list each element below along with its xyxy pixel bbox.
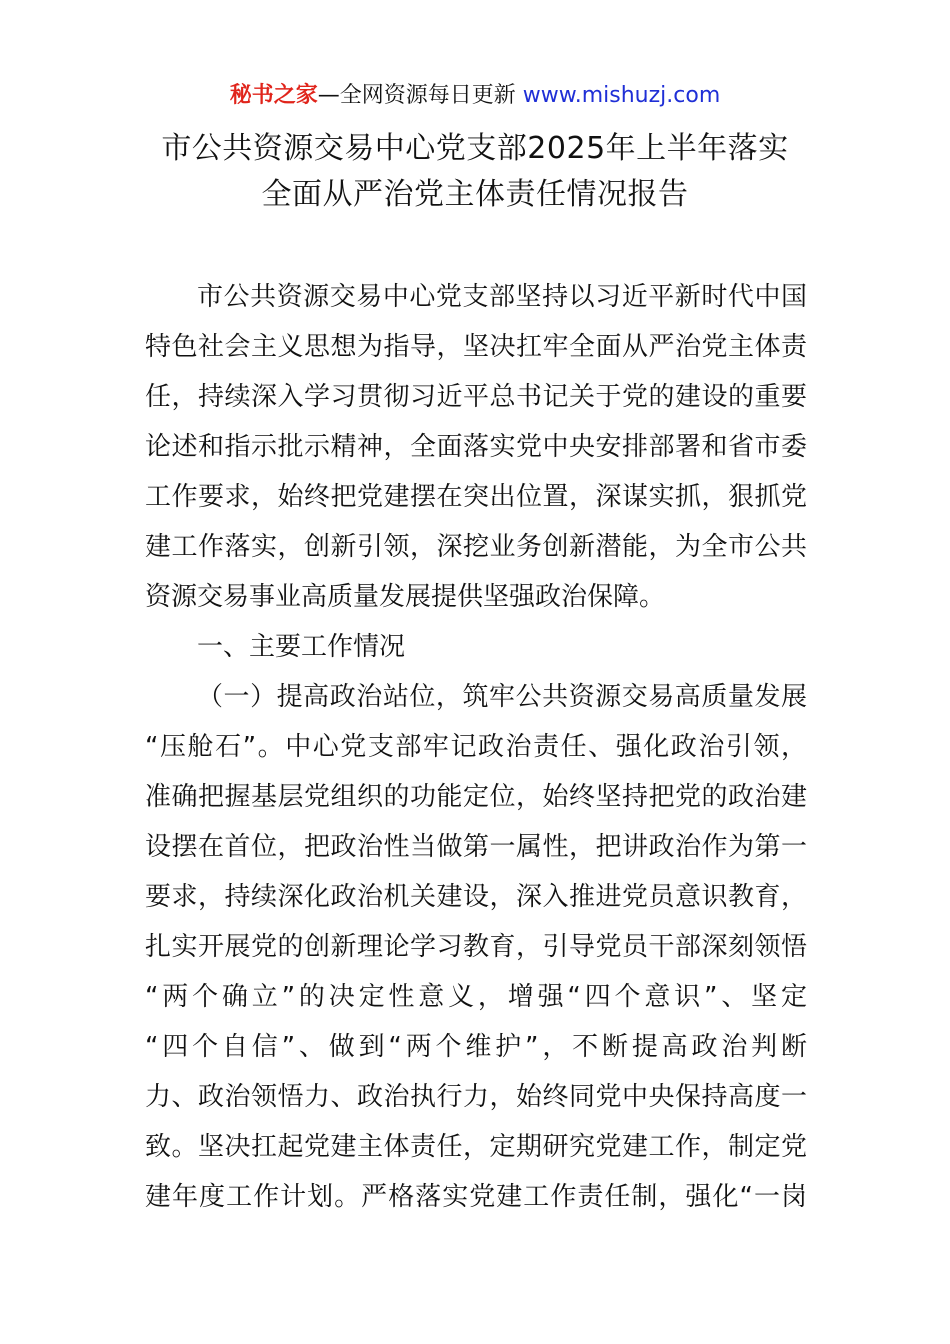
- body-line: 任，持续深入学习贯彻习近平总书记关于党的建设的重要: [145, 382, 807, 412]
- body-line: 准确把握基层党组织的功能定位，始终坚持把党的政治建: [145, 782, 807, 812]
- brand-name: 秘书之家: [229, 83, 318, 108]
- body-line: 设摆在首位，把政治性当做第一属性，把讲政治作为第一: [145, 832, 807, 862]
- document-title: [0, 126, 950, 218]
- body-line: 建工作落实，创新引领，深挖业务创新潜能，为全市公共: [145, 532, 807, 562]
- body-line: “两个确立”的决定性意义，增强“四个意识”、坚定: [145, 982, 807, 1012]
- body-line: 市公共资源交易中心党支部坚持以习近平新时代中国: [197, 282, 807, 312]
- title-line-1: 市公共资源交易中心党支部2025年上半年落实: [161, 131, 789, 166]
- body-line: 资源交易事业高质量发展提供坚强政治保障。: [145, 582, 666, 612]
- body-line: 要求，持续深化政治机关建设，深入推进党员意识教育，: [145, 882, 807, 912]
- body-line: 扎实开展党的创新理论学习教育，引导党员干部深刻领悟: [145, 932, 807, 962]
- section-heading: 一、主要工作情况: [197, 632, 406, 662]
- subsection-heading: （一）提高政治站位，筑牢公共资源交易高质量发展: [197, 682, 807, 712]
- title-line-2: 全面从严治党主体责任情况报告: [261, 177, 689, 212]
- body-line: “四个自信”、做到“两个维护”，不断提高政治判断: [145, 1032, 807, 1062]
- brand-slogan: —全网资源每日更新: [317, 83, 516, 108]
- body-line: 力、政治领悟力、政治执行力，始终同党中央保持高度一: [145, 1082, 807, 1112]
- body-line: 论述和指示批示精神，全面落实党中央安排部署和省市委: [145, 432, 807, 462]
- site-url-link[interactable]: www.mishuzj.com: [522, 83, 721, 108]
- body-line: 特色社会主义思想为指导，坚决扛牢全面从严治党主体责: [145, 332, 807, 362]
- body-line: 致。坚决扛起党建主体责任，定期研究党建工作，制定党: [145, 1132, 807, 1162]
- body-line: 建年度工作计划。严格落实党建工作责任制，强化“一岗: [145, 1182, 807, 1212]
- site-header: [0, 80, 950, 112]
- body-line: “压舱石”。中心党支部牢记政治责任、强化政治引领，: [145, 732, 807, 762]
- body-line: 工作要求，始终把党建摆在突出位置，深谋实抓，狠抓党: [145, 482, 807, 512]
